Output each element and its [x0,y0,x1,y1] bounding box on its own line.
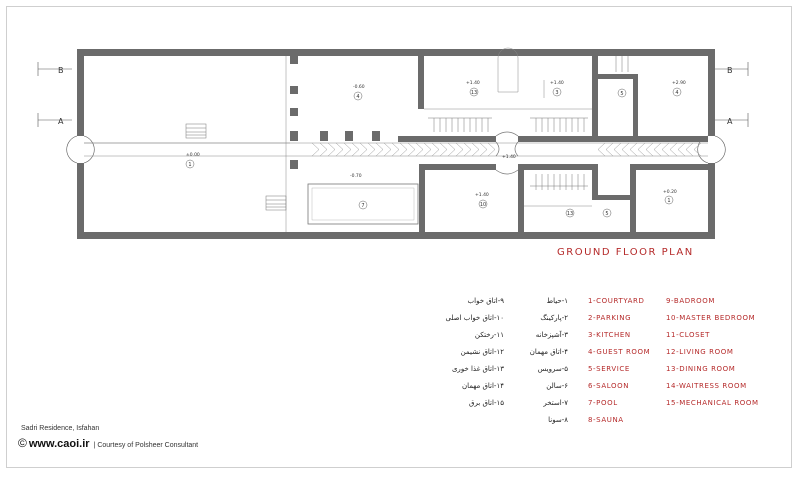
section-marker-a-right [712,113,748,127]
room-number: 1 [667,198,671,204]
section-letter: A [58,117,64,126]
level-label: +2.90 [672,81,686,86]
level-label: +1.40 [475,193,489,198]
legend-item: 9-BADROOM [666,297,716,305]
section-letter: B [58,66,64,75]
legend-item: ۱۵-اتاق برق [469,399,504,407]
section-letter: B [727,66,733,75]
legend-item: 13-DINING ROOM [666,365,736,373]
room-number: 4 [356,94,360,100]
english-legend-col2 [666,293,759,412]
room-number: 13 [470,90,478,96]
level-label: -0.60 [353,85,365,90]
level-label: ±0.00 [186,153,200,158]
legend-item: ۱۱-رختکن [474,331,504,339]
courtesy-text: | Courtesy of Polsheer Consultant [93,442,199,449]
credit-line [18,436,198,450]
room-number: 1 [188,162,192,168]
legend-item: 3-KITCHEN [588,331,631,339]
legend-item: 12-LIVING ROOM [666,348,734,356]
level-label: -0.70 [350,174,362,179]
section-letter: A [727,117,733,126]
interior-walls [290,56,715,239]
project-caption: Sadri Residence, Isfahan [21,425,100,432]
legend-item: ۲-پارکینگ [540,314,568,322]
legend-item: ۱۰-اتاق خواب اصلی [445,314,504,322]
section-marker-a-left [38,113,72,127]
legend-item: ۸-سونا [548,416,568,424]
legend-item: ۱۴-اتاق مهمان [461,382,504,390]
legend-item: ۶-سالن [546,382,568,390]
plan-title: GROUND FLOOR PLAN [557,247,694,258]
legend-item: ۱۳-اتاق غذا خوری [451,365,504,373]
legend-item: 7-POOL [588,399,618,407]
persian-legend-col1 [510,293,568,429]
legend-item: ۱-حیاط [546,297,568,305]
legend-item: ۴-اتاق مهمان [529,348,568,356]
legend-item: ۷-استخر [543,399,568,407]
level-label: +1.40 [550,81,564,86]
level-label: +1.40 [502,155,516,160]
site-link[interactable]: www.caoi.ir [28,438,90,450]
room-number: 3 [555,90,559,96]
room-number: 13 [566,211,574,217]
legend-item: 8-SAUNA [588,416,624,424]
copyright-symbol: © [18,436,27,450]
room-number: 5 [605,211,609,217]
legend-item: ۵-سرویس [537,365,568,373]
room-number: 10 [479,202,487,208]
section-marker-b-left [38,62,72,76]
legend-item: 11-CLOSET [666,331,711,339]
room-number: 4 [675,90,679,96]
section-marker-b-right [712,62,748,76]
level-label: +0.20 [663,190,677,195]
legend-item: 10-MASTER BEDROOM [666,314,756,322]
legend-item: 2-PARKING [588,314,632,322]
legend-item: 5-SERVICE [588,365,630,373]
central-hall [496,132,518,174]
legend-item: ۳-آشپزخانه [535,331,568,339]
legend-item: 1-COURTYARD [588,297,645,305]
room-number: 5 [620,91,624,97]
english-legend-col1 [588,293,650,429]
persian-legend-col2 [440,293,504,412]
legend-item: 14-WAITRESS ROOM [666,382,747,390]
room-number: 7 [361,203,365,209]
legend-item: ۱۲-اتاق نشیمن [460,348,504,356]
level-label: +1.40 [466,81,480,86]
legend-item: 6-SALOON [588,382,630,390]
legend-item: 4-GUEST ROOM [588,348,651,356]
stairs [186,56,628,210]
legend-item: 15-MECHANICAL ROOM [666,399,759,407]
legend-item: ۹-اتاق خواب [467,297,504,305]
